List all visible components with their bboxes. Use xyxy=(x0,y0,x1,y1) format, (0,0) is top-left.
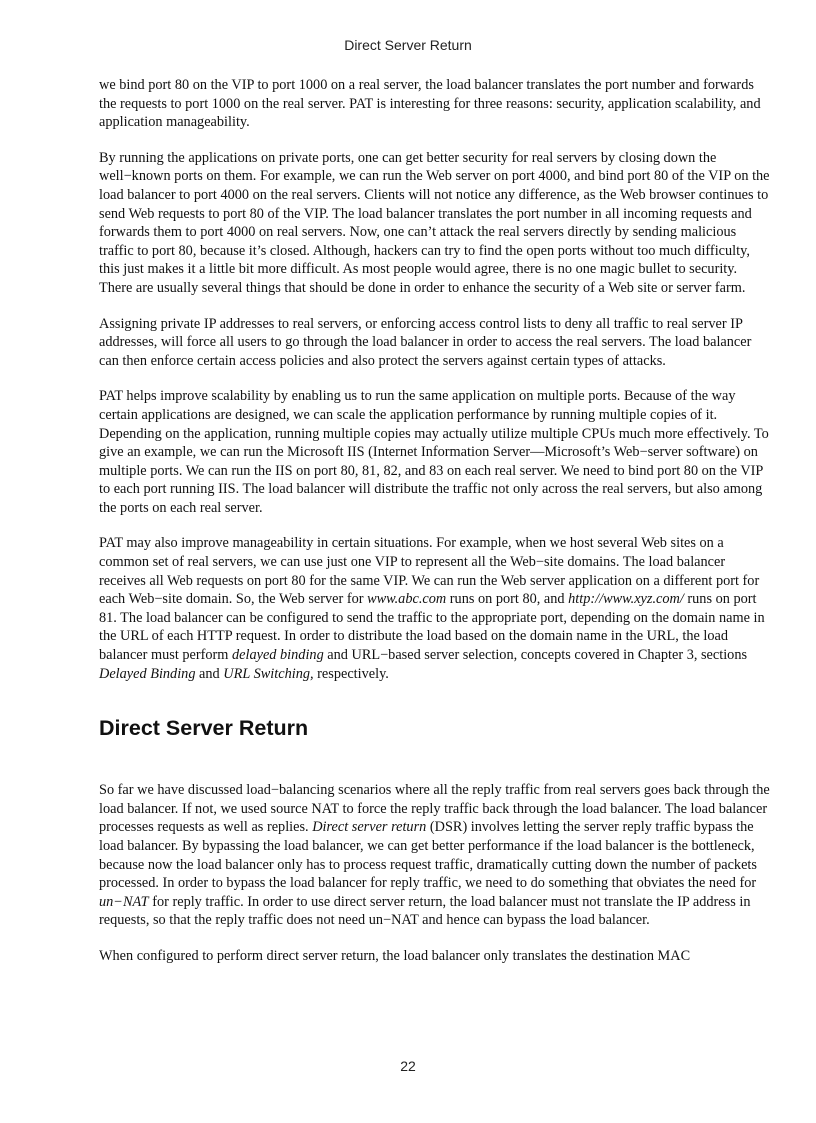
text-segment: for reply traffic. In order to use direct server return, the load balancer must not translate the IP address in requests, so that the reply traffic does not need un−NAT and hence can bypass the load balancer. xyxy=(99,893,751,929)
paragraph-pat-security: By running the applications on private ports, one can get better security for real servers by closing down the well−known ports on them. For example, we can run the Web server on port 4000, and bind port 80 of the VIP on the load balancer to port 4000 on the real servers. Clients will not notice any difference, as the Web browser continues to send Web requests to port 80 of the VIP. The load balancer translates the port number in all incoming requests and forwards them to port 4000 on real servers. Now, one can’t attack the real servers directly by sending malicious traffic to port 80, because it’s closed. Although, hackers can try to find the open ports without too much difficulty, this just makes it a little bit more difficult. As most people would agree, there is no one magic bullet to security. There are usually several things that should be done in order to enhance the security of a Web site or server farm. xyxy=(99,149,770,296)
section-ref-url-switching: URL Switching, xyxy=(223,665,314,682)
text-segment: runs on port 81. The load balancer can be configured to send the traffic to the appropriate port, depending on the domain name in the URL of each HTTP request. In order to distribute the load based on the domain name in the URL, the load balancer must perform xyxy=(99,591,765,664)
paragraph-dsr-config: When configured to perform direct server return, the load balancer only translates the destination MAC xyxy=(99,947,691,964)
page-body xyxy=(99,76,771,983)
paragraph-dsr-intro xyxy=(99,781,771,930)
term-direct-server-return: Direct server return xyxy=(312,819,427,836)
running-header: Direct Server Return xyxy=(344,37,472,53)
text-segment: and xyxy=(195,665,224,682)
text-segment: So far we have discussed load−balancing scenarios where all the reply traffic from real servers goes back through the load balancer. If not, we used source NAT to force the reply traffic back through the load balancer. The load balancer processes requests as well as replies. xyxy=(99,782,770,836)
paragraph-private-ip: Assigning private IP addresses to real servers, or enforcing access control lists to deny all traffic to real server IP addresses, will force all users to go through the load balancer in order to access the real servers. The load balancer can then enforce certain access policies and also protect the servers against certain types of attacks. xyxy=(99,315,752,369)
text-segment: runs on port 80, and xyxy=(446,591,569,608)
section-ref-delayed-binding: Delayed Binding xyxy=(99,665,196,682)
term-delayed-binding: delayed binding xyxy=(232,647,324,664)
page-number: 22 xyxy=(400,1058,416,1074)
term-un-nat: un−NAT xyxy=(99,893,149,910)
paragraph-pat-manageability xyxy=(99,534,771,683)
text-segment: (DSR) involves letting the server reply traffic bypass the load balancer. By bypassing the load balancer, we can get better performance if the load balancer is the bottleneck, because now the load balancer only has to process request traffic, dramatically cutting down the number of packets processed. In order to bypass the load balancer for reply traffic, we need to do something that obviates the need for xyxy=(99,819,757,892)
url-xyz: http://www.xyz.com/ xyxy=(568,591,684,608)
text-segment: and URL−based server selection, concepts covered in Chapter 3, sections xyxy=(323,647,748,664)
paragraph-pat-intro: we bind port 80 on the VIP to port 1000 on a real server, the load balancer translates the port number and forwards the requests to port 1000 on the real server. PAT is interesting for three reasons: security, application scalability, and application manageability. xyxy=(99,77,761,131)
text-segment: respectively. xyxy=(313,665,389,682)
paragraph-pat-scalability: PAT helps improve scalability by enabling us to run the same application on multiple ports. Because of the way certain applications are designed, we can scale the application performance by running multiple copies of it. Depending on the application, running multiple copies may actually utilize multiple CPUs much more effectively. To give an example, we can run the Microsoft IIS (Internet Information Server—Microsoft’s Web−server software) on multiple ports. We can run the IIS on port 80, 81, 82, and 83 on each real server. We need to bind port 80 on the VIP to each port running IIS. The load balancer will distribute the traffic not only across the real servers, but also among the ports on each real server. xyxy=(99,388,769,516)
url-abc: www.abc.com xyxy=(367,591,447,608)
text-segment: PAT may also improve manageability in certain situations. For example, when we host several Web sites on a common set of real servers, we can use just one VIP to represent all the Web−site domains. The load balancer receives all Web requests on port 80 for the same VIP. We can run the Web server application on a different port for each Web−site domain. So, the Web server for xyxy=(99,535,760,608)
section-heading-direct-server-return: Direct Server Return xyxy=(99,716,309,741)
